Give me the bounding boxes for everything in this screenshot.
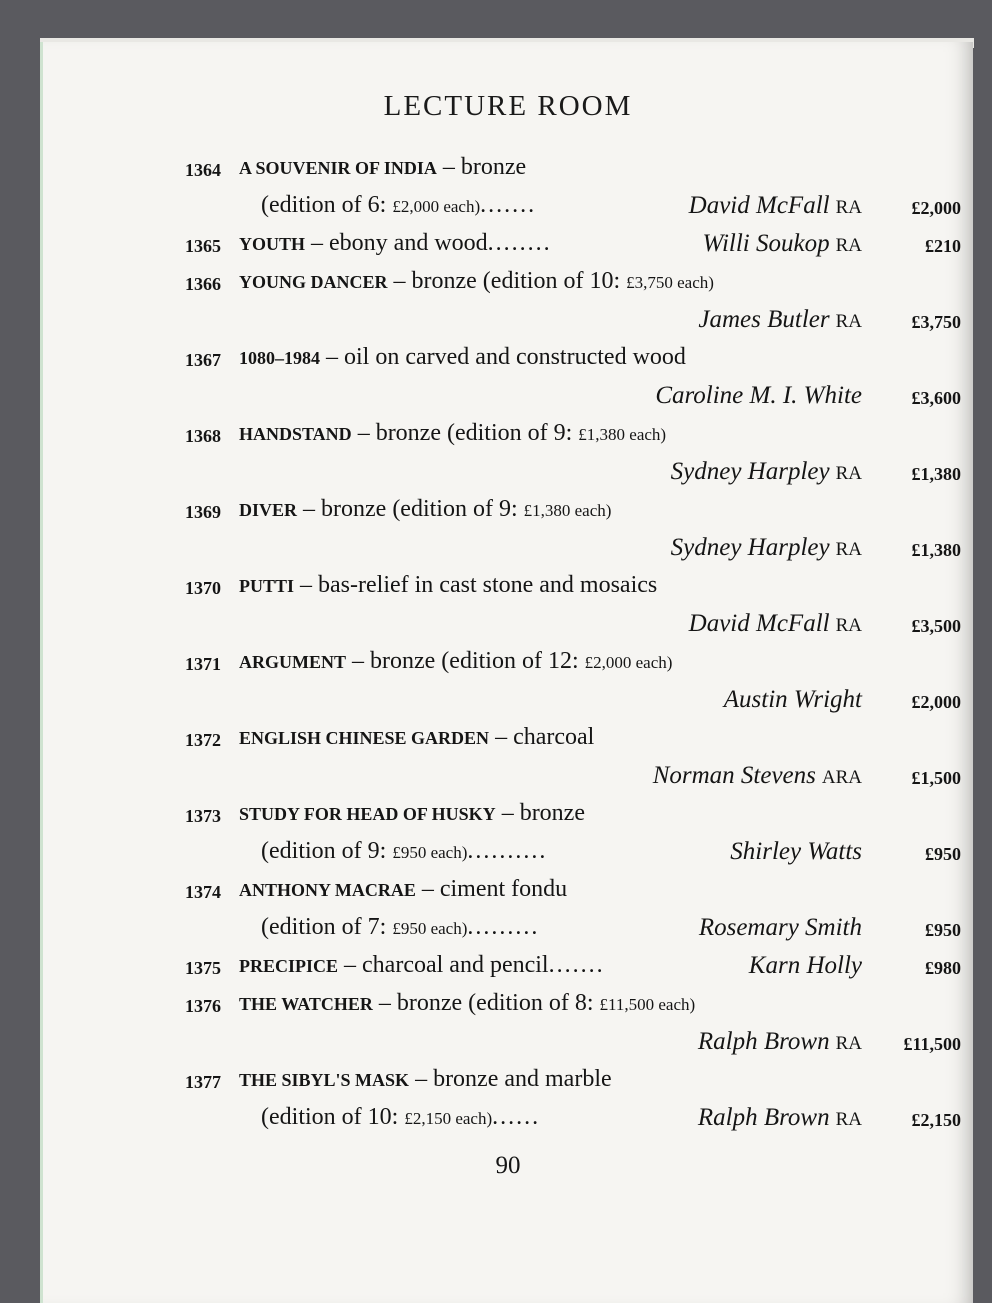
- entry-1368-line2: [43, 458, 973, 496]
- entry-title: THE SIBYL'S MASK: [239, 1070, 410, 1090]
- entry-number: 1371: [185, 654, 221, 674]
- entry-price: £11,500: [903, 1034, 961, 1054]
- entry-title: PUTTI: [239, 576, 295, 596]
- entry-1364-line2: (edition of 6: £2,000 each)....... David McFall RA £2,000: [261, 192, 961, 219]
- entry-price: £3,600: [911, 388, 961, 408]
- entry-price: £950: [925, 844, 961, 864]
- entry-1365: 1365 YOUTH – ebony and wood........ Willi Soukop RA £210: [185, 230, 961, 257]
- entry-artist: Caroline M. I. White: [655, 382, 862, 409]
- entry-medium: – bronze (edition of 12:: [352, 648, 585, 674]
- entry-1370-line2: [43, 610, 973, 648]
- entry-price: £950: [925, 920, 961, 940]
- entry-number: 1376: [185, 996, 221, 1016]
- entry-artist: Ralph Brown RA: [697, 1104, 862, 1131]
- entry-1374-line1: [43, 876, 973, 914]
- entry-number: 1372: [185, 730, 221, 750]
- entry-1377-line1: [43, 1066, 973, 1104]
- entry-title: ENGLISH CHINESE GARDEN: [239, 728, 490, 748]
- entry-number: 1374: [185, 882, 221, 902]
- entry-medium: – oil on carved and constructed wood: [326, 344, 686, 370]
- entry-1366-line1: 1366 YOUNG DANCER – bronze (edition of 10: £3,750 each): [185, 268, 714, 294]
- entry-medium: – charcoal and pencil: [344, 952, 549, 978]
- entry-number: 1377: [185, 1072, 221, 1092]
- entry-price: £210: [925, 236, 961, 256]
- entry-title: DIVER: [239, 500, 298, 520]
- entry-medium: – bronze: [501, 800, 585, 826]
- entry-1367-line1: [43, 344, 973, 382]
- entry-price: £3,750: [911, 312, 961, 332]
- entry-title: THE WATCHER: [239, 994, 373, 1014]
- entry-medium: – bronze and marble: [415, 1066, 612, 1092]
- entry-title: 1080–1984: [239, 348, 320, 368]
- entry-artist: Ralph Brown RA: [697, 1028, 862, 1055]
- entry-medium: – bronze: [442, 154, 527, 180]
- entry-1367-line2: [43, 382, 973, 420]
- entry-1366-line2: [43, 306, 973, 344]
- entry-medium: – bronze (edition of 10:: [393, 268, 627, 294]
- entry-title: ARGUMENT: [239, 652, 346, 672]
- entry-artist: Norman Stevens ARA: [652, 762, 862, 789]
- entry-edition-price: £2,000 each): [392, 197, 481, 216]
- entry-artist: James Butler RA: [698, 306, 862, 333]
- entry-price: £1,500: [911, 768, 961, 788]
- entry-artist: Shirley Watts: [730, 838, 862, 865]
- entry-artist: David McFall RA: [688, 192, 862, 219]
- entry-title: ANTHONY MACRAE: [239, 880, 416, 900]
- entry-artist: Sydney Harpley RA: [670, 458, 862, 485]
- entry-artist: Karn Holly: [748, 952, 862, 979]
- entry-artist: Willi Soukop RA: [702, 230, 862, 257]
- entry-artist: David McFall RA: [688, 610, 862, 637]
- entry-1373-line2: (edition of 9: £950 each).......... Shirley Watts £950: [261, 838, 961, 865]
- entry-number: 1369: [185, 502, 221, 522]
- entry-number: 1368: [185, 426, 221, 446]
- entry-edition: (edition of 9:: [261, 838, 393, 864]
- entry-title: PRECIPICE: [239, 956, 339, 976]
- entry-number: 1370: [185, 578, 221, 598]
- entry-number: 1373: [185, 806, 221, 826]
- entry-1372-line1: [43, 724, 973, 762]
- entry-price: £3,500: [911, 616, 961, 636]
- entry-number: 1367: [185, 350, 221, 370]
- entry-medium: – bas-relief in cast stone and mosaics: [300, 572, 658, 598]
- entry-title: YOUNG DANCER: [239, 272, 388, 292]
- entry-price: £1,380: [911, 464, 961, 484]
- entry-number: 1366: [185, 274, 221, 294]
- entry-1372-line2: [43, 762, 973, 800]
- entry-medium: – bronze (edition of 8:: [378, 990, 600, 1016]
- entry-edition: (edition of 7:: [261, 914, 393, 940]
- entry-1375: 1375 PRECIPICE – charcoal and pencil....... Karn Holly £980: [185, 952, 961, 979]
- entry-1371-line2: [43, 686, 973, 724]
- entry-price: £2,150: [911, 1110, 961, 1130]
- entry-1376-line1: 1376 THE WATCHER – bronze (edition of 8: £11,500 each): [185, 990, 696, 1016]
- entry-title: YOUTH: [239, 234, 306, 254]
- entry-title: STUDY FOR HEAD OF HUSKY: [239, 804, 496, 824]
- entry-price: £1,380: [911, 540, 961, 560]
- entry-1370-line1: [43, 572, 973, 610]
- entry-medium: – ebony and wood: [311, 230, 488, 256]
- entry-number: 1365: [185, 236, 221, 256]
- entry-1374-line2: (edition of 7: £950 each)......... Rosemary Smith £950: [261, 914, 961, 941]
- entry-title: HANDSTAND: [239, 424, 352, 444]
- entry-1371-line1: 1371 ARGUMENT – bronze (edition of 12: £2,000 each): [185, 648, 673, 674]
- entry-artist: Rosemary Smith: [698, 914, 862, 941]
- entry-number: 1364: [185, 160, 221, 180]
- page-number: 90: [495, 1152, 521, 1179]
- entry-price: £2,000: [911, 692, 961, 712]
- entry-1376-line2: [43, 1028, 973, 1066]
- entry-artist: Sydney Harpley RA: [670, 534, 862, 561]
- entry-1369-line1: 1369 DIVER – bronze (edition of 9: £1,380 each): [185, 496, 612, 522]
- entry-1368-line1: 1368 HANDSTAND – bronze (edition of 9: £1,380 each): [185, 420, 667, 446]
- entry-medium: – bronze (edition of 9:: [357, 420, 579, 446]
- page-title: LECTURE ROOM: [383, 90, 633, 122]
- entry-medium: – bronze (edition of 9:: [303, 496, 524, 522]
- entry-medium: – charcoal: [495, 724, 595, 750]
- entry-price: £2,000: [911, 198, 961, 218]
- entry-edition: (edition of 10:: [261, 1104, 405, 1130]
- entry-number: 1375: [185, 958, 221, 978]
- entry-1377-line2: (edition of 10: £2,150 each)...... Ralph Brown RA £2,150: [261, 1104, 961, 1131]
- entry-edition: (edition of 6:: [261, 192, 393, 218]
- entry-title: A SOUVENIR OF INDIA: [239, 158, 437, 178]
- entry-1369-line2: [43, 534, 973, 572]
- entry-1373-line1: [43, 800, 973, 838]
- catalogue-page: [40, 42, 973, 1303]
- entry-price: £980: [925, 958, 961, 978]
- entry-medium: – ciment fondu: [421, 876, 568, 902]
- entry-artist: Austin Wright: [723, 686, 862, 713]
- entry-1364-line1: [43, 154, 973, 192]
